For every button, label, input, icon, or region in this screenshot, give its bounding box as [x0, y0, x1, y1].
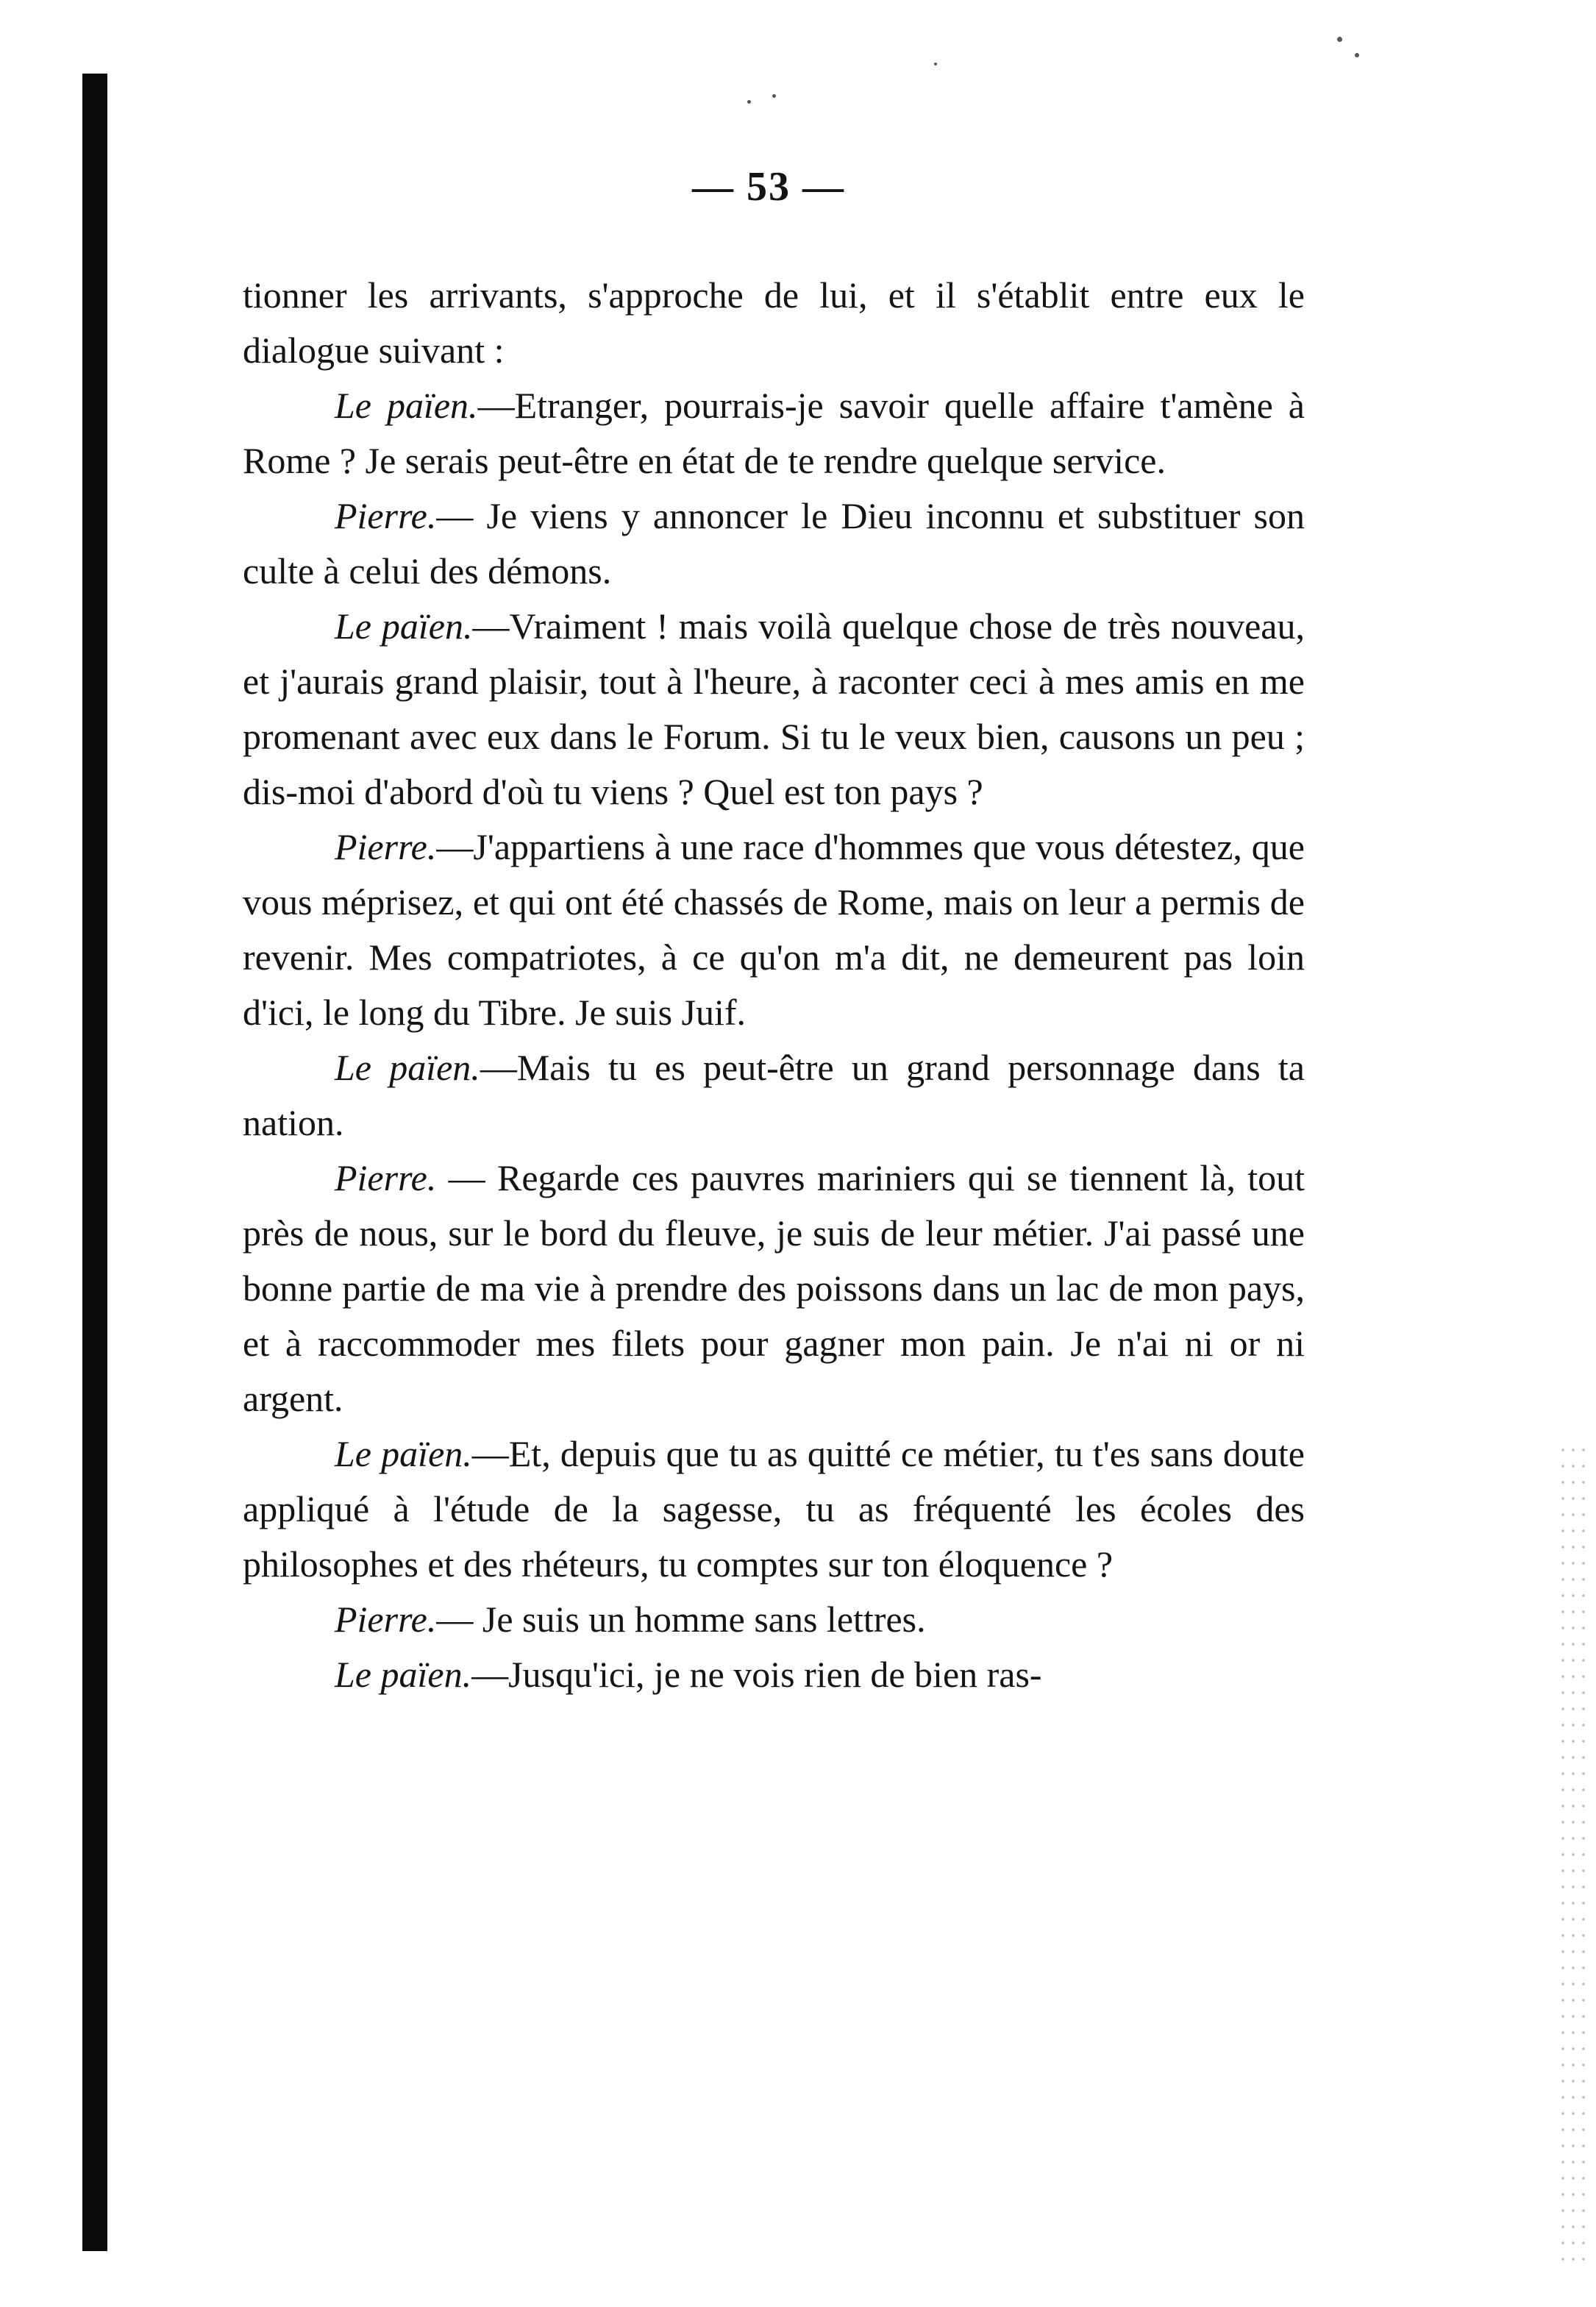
dialogue-paragraph: [243, 1151, 1305, 1426]
dialogue-paragraph: [243, 268, 1305, 378]
speaker-name: Pierre.: [335, 495, 437, 536]
scan-speck: [1337, 37, 1342, 42]
dialogue-paragraph: [243, 1647, 1305, 1702]
paragraph-text: — Je suis un homme sans lettres.: [436, 1599, 926, 1640]
scan-speck: [934, 63, 937, 65]
paragraph-text: —Et, depuis que tu as quitté ce métier, tu t'es sans doute appliqué à l'étude de la sagesse, tu as fréquenté les écoles des philosophes et des rhéteurs, tu comptes sur ton éloquence ?: [243, 1433, 1305, 1585]
dialogue-paragraph: [243, 1040, 1305, 1151]
paragraph-text: —Etranger, pourrais-je savoir quelle affaire t'amène à Rome ? Je serais peut-être en état de te rendre quelque service.: [243, 385, 1305, 481]
speaker-name: Pierre.: [335, 826, 437, 867]
paragraph-text: — Regarde ces pauvres mariniers qui se tiennent là, tout près de nous, sur le bord du fleuve, je suis de leur métier. J'ai passé une bonne partie de ma vie à prendre des poissons dans un lac de mon pays, et à raccommoder mes filets pour gagner mon pain. Je n'ai ni or ni argent.: [243, 1157, 1305, 1419]
speaker-name: Pierre.: [335, 1157, 437, 1198]
speaker-name: Le païen.: [335, 605, 473, 647]
paragraph-text: —J'appartiens à une race d'hommes que vous détestez, que vous méprisez, et qui ont été chassés de Rome, mais on leur a permis de revenir. Mes compatriotes, à ce qu'on m'a dit, ne demeurent pas loin d'ici, le long du Tibre. Je suis Juif.: [243, 826, 1305, 1033]
scan-speck: [747, 100, 751, 104]
paragraph-text: —Vraiment ! mais voilà quelque chose de très nouveau, et j'aurais grand plaisir, tout à l'heure, à raconter ceci à mes amis en me promenant avec eux dans le Forum. Si tu le veux bien, causons un peu ; dis-moi d'abord d'où tu viens ? Quel est ton pays ?: [243, 605, 1305, 812]
paragraph-text: —Mais tu es peut-être un grand personnage dans ta nation.: [243, 1047, 1305, 1143]
dialogue-paragraph: [243, 1592, 1305, 1647]
paragraph-text: — Je viens y annoncer le Dieu inconnu et substituer son culte à celui des démons.: [243, 495, 1305, 591]
speaker-name: Le païen.: [335, 1433, 472, 1474]
speaker-name: Le païen.: [335, 1654, 472, 1695]
page-edge-noise: [1558, 1442, 1587, 2273]
page-body-text: [243, 268, 1305, 1702]
dialogue-paragraph: [243, 820, 1305, 1040]
paragraph-text: tionner les arrivants, s'approche de lui, et il s'établit entre eux le dialogue suivant :: [243, 274, 1305, 371]
dialogue-paragraph: [243, 1426, 1305, 1592]
speaker-name: Pierre.: [335, 1599, 437, 1640]
speaker-name: Le païen.: [335, 385, 478, 426]
dialogue-paragraph: [243, 488, 1305, 599]
scan-speck: [772, 94, 776, 98]
dialogue-paragraph: [243, 599, 1305, 820]
page-binding-edge: [82, 74, 107, 2251]
dialogue-paragraph: [243, 378, 1305, 488]
paragraph-text: —Jusqu'ici, je ne vois rien de bien ras-: [471, 1654, 1042, 1695]
scan-speck: [1355, 53, 1359, 57]
speaker-name: Le païen.: [335, 1047, 480, 1088]
page-number: — 53 —: [692, 164, 845, 210]
